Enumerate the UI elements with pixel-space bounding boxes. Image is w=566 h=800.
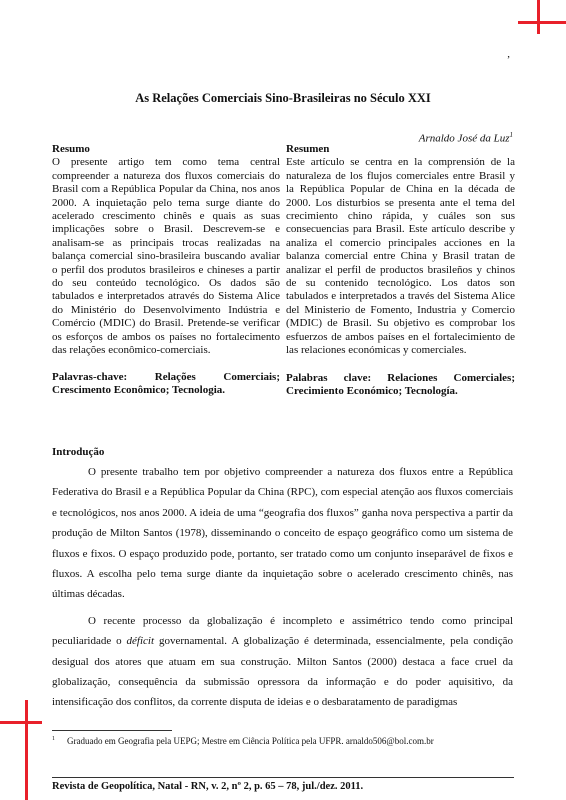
- introduction-paragraph-1: O presente trabalho tem por objetivo compreender a natureza dos fluxos entre a República Federativa do Brasil e a República Popular da China (RPC), com especial atenção aos fluxos comerciais e tecnológicos, nos anos 2000. A ideia de uma “geografia dos fluxos” ganha nova perspectiva a partir da produção de Milton Santos (1978), disseminando o conceito de espaço geográfico como um sistema de fluxos e fixos. O espaço produzido pode, portanto, ser tratado como um conjunto inseparável de fixos e fluxos. A escolha pelo tema surge diante da inquietação sobre o acelerado crescimento chinês, nas últimas décadas.: [52, 466, 513, 601]
- footnote-text: Graduado em Geografia pela UEPG; Mestre em Ciência Política pela UFPR. arnaldo506@bol.com.br: [67, 736, 434, 746]
- resumen-heading: Resumen: [286, 143, 330, 155]
- journal-footer: Revista de Geopolítica, Natal - RN, v. 2, nº 2, p. 65 – 78, jul./dez. 2011.: [52, 781, 364, 792]
- abstract-heading: Resumo: [52, 143, 90, 155]
- decor-bar-top-horizontal: [518, 21, 566, 24]
- corner-mark: ,: [507, 48, 510, 60]
- resumen-keywords: Palabras clave: Relaciones Comerciales; Crecimiento Económico; Tecnología.: [286, 371, 515, 397]
- resumen-text: Este artículo se centra en la comprensión de la naturaleza de los flujos comerciales entre Brasil y la República Popular de China en la década de 2000. Los disturbios se presenta ante el tema del crecimiento chino rápida, y cuáles son sus consecuencias para Brasil. Este artículo describe y analiza el comercio principales acciones en la balanza comercial entre China y Brasil tratan de analizar el perfil de productos brasileños y chinos de su contenido tecnológico. Los datos son tabulados e interpretados a través del Sistema Alice del Ministerio de Fomento, Industria y Comercio (MDIC) de Brasil. Su objetivo es comprobar los esfuerzos de ambos países en el fortalecimiento de las relaciones económicas y comerciales.: [286, 156, 515, 357]
- footnote-divider: [52, 730, 172, 731]
- paragraph-2-text-end: governamental. A globalização é determinada, essencialmente, pela condição desigual dos atores que atuam em sua construção. Milton Santos (2000) destaca a face cruel da globalização, consequência da submissão opressora da informação e do poder aquisitivo, da intensificação dos conflitos, da corrente disputa de ideias e o desbaratamento de paradigmas: [52, 635, 513, 709]
- abstract-keywords: Palavras-chave: Relações Comerciais; Crescimento Econômico; Tecnologia.: [52, 370, 280, 396]
- introduction-paragraph-2: [52, 611, 513, 713]
- footnote: [52, 736, 434, 746]
- footnote-number: 1: [52, 736, 55, 742]
- abstract-text: O presente artigo tem como tema central compreender a natureza dos fluxos comerciais do Brasil com a República Popular da China, nos anos 2000. A inquietação pelo tema surge diante do acelerado crescimento chinês e quais as suas implicações sobre o Brasil. Descrevem-se e analisam-se as principais trocas realizadas na balança comercial sino-brasileira buscando avaliar o perfil dos produtos brasileiros e chineses a partir do seu conteúdo tecnológico. Os dados são tabulados e interpretados através do Sistema Alice do Ministério do Desenvolvimento Indústria e Comércio (MDIC) do Brasil. Pretende-se verificar os esforços de ambos os países no fortalecimento das relações econômico-comerciais.: [52, 156, 280, 357]
- author-footnote-ref: 1: [509, 131, 513, 139]
- abstract-portuguese: [52, 143, 280, 397]
- decor-bar-bottom-horizontal: [0, 721, 42, 724]
- decor-bar-bottom-vertical: [25, 700, 28, 800]
- decor-bar-top-vertical: [537, 0, 540, 34]
- article-title: As Relações Comerciais Sino-Brasileiras no Século XXI: [135, 91, 431, 105]
- introduction-body: [52, 462, 513, 719]
- footer-divider: [52, 777, 514, 778]
- paragraph-2-italic-term: déficit: [126, 635, 155, 648]
- author-name: Arnaldo José da Luz: [418, 132, 510, 145]
- paragraph-2-text-start: O recente processo da globalização é incompleto e assimétrico tendo como principal peculiaridade o: [52, 614, 513, 648]
- introduction-heading: Introdução: [52, 446, 105, 458]
- abstract-spanish: [286, 143, 515, 398]
